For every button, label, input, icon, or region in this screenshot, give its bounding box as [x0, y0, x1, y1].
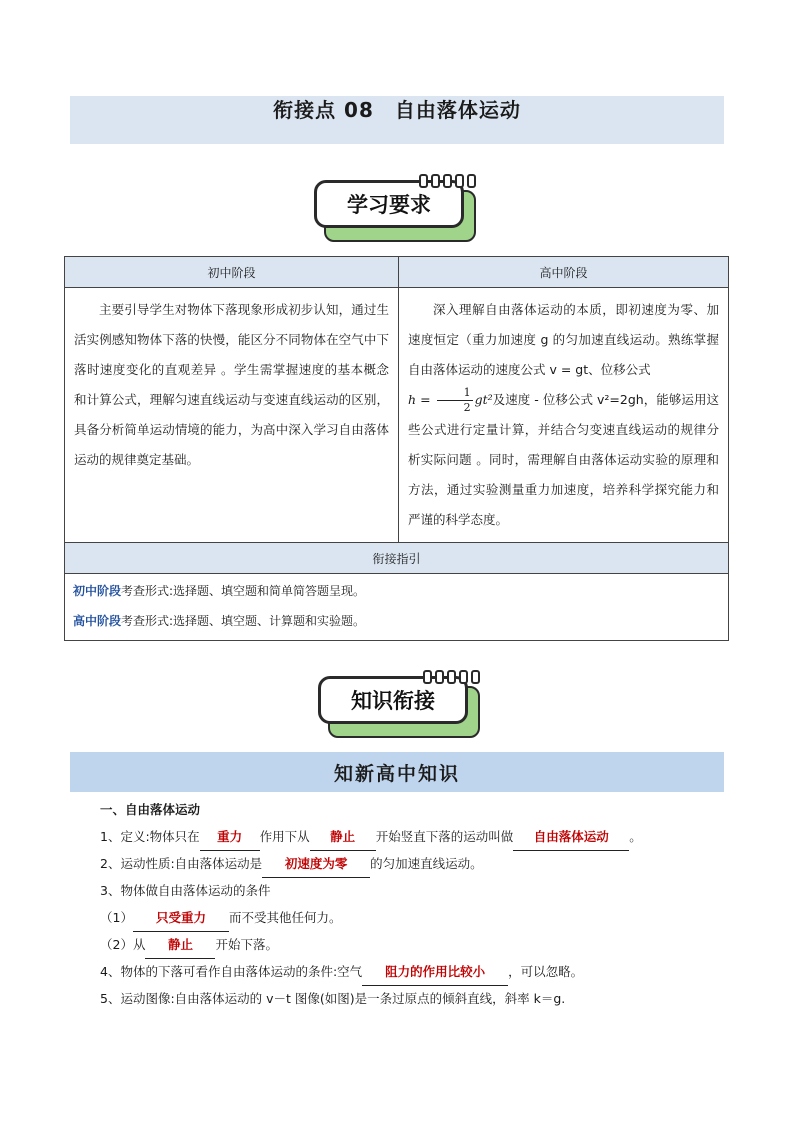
answer-blank: 静止 — [145, 931, 215, 959]
knowledge-line-5: （2）从 静止 开始下落。 — [100, 931, 740, 958]
fraction: $\frac{1}{2}$ — [437, 386, 473, 415]
page-title: 衔接点 08 自由落体运动 — [273, 98, 521, 122]
badge-learning-requirements — [314, 180, 474, 242]
knowledge-heading: 一、自由落体运动 — [100, 802, 201, 817]
knowledge-line-2: 2、运动性质:自由落体运动是 初速度为零 的匀加速直线运动。 — [100, 850, 740, 877]
knowledge-line-3: 3、物体做自由落体运动的条件 — [100, 883, 271, 898]
title-bar — [70, 96, 724, 144]
answer-blank: 重力 — [200, 823, 260, 851]
col-header-senior: 高中阶段 — [399, 257, 729, 288]
guide-senior: 高中阶段考查形式:选择题、填空题、计算题和实验题。 — [73, 614, 366, 628]
senior-text: 深入理解自由落体运动的本质，即初速度为零、加速度恒定（重力加速度 g 的匀加速直线运动。熟练掌握自由落体运动的速度公式 v = gt、位移公式 h = $\frac{1}{2}$ gt²及速度 - 位移公式 v²=2gh，能够运用这些公式进行定量计算，并结合匀变速直线运动的规律分析实际问题 。同时，需理解自由落体运动实验的原理和方法，通过实验测量重力加速度，培养科学探究能力和严谨的科学态度。 — [408, 302, 719, 527]
badge-label: 学习要求 — [314, 180, 464, 228]
answer-blank: 静止 — [310, 823, 376, 851]
section-title: 知新高中知识 — [70, 752, 724, 792]
knowledge-line-4: （1） 只受重力 而不受其他任何力。 — [100, 904, 740, 931]
badge-label: 知识衔接 — [318, 676, 468, 724]
notebook-rings-icon — [419, 174, 476, 188]
guide-junior: 初中阶段考查形式:选择题、填空题和简单简答题呈现。 — [73, 584, 366, 598]
answer-blank: 初速度为零 — [262, 850, 370, 878]
junior-text: 主要引导学生对物体下落现象形成初步认知，通过生活实例感知物体下落的快慢，能区分不同物体在空气中下落时速度变化的直观差异 。学生需掌握速度的基本概念和计算公式，理解匀速直线运动与变速直线运动的区别，具备分析简单运动情境的能力，为高中深入学习自由落体运动的规律奠定基础。 — [74, 302, 389, 467]
col-header-junior: 初中阶段 — [65, 257, 399, 288]
knowledge-line-1: 1、定义:物体只在 重力 作用下从 静止 开始竖直下落的运动叫做 自由落体运动 。 — [100, 823, 740, 850]
answer-blank: 阻力的作用比较小 — [362, 958, 508, 986]
answer-blank: 只受重力 — [133, 904, 229, 932]
badge-knowledge-link — [318, 676, 478, 738]
notebook-rings-icon — [423, 670, 480, 684]
senior-cell — [399, 288, 729, 543]
junior-cell — [65, 288, 399, 543]
knowledge-line-6: 4、物体的下落可看作自由落体运动的条件:空气 阻力的作用比较小 ，可以忽略。 — [100, 958, 740, 985]
requirements-table — [64, 256, 729, 641]
knowledge-content — [100, 796, 740, 1012]
knowledge-line-7: 5、运动图像:自由落体运动的 v－t 图像(如图)是一条过原点的倾斜直线，斜率 k＝g. — [100, 991, 566, 1006]
answer-blank: 自由落体运动 — [513, 823, 629, 851]
guide-header: 衔接指引 — [65, 543, 729, 574]
guide-cell — [65, 574, 729, 641]
